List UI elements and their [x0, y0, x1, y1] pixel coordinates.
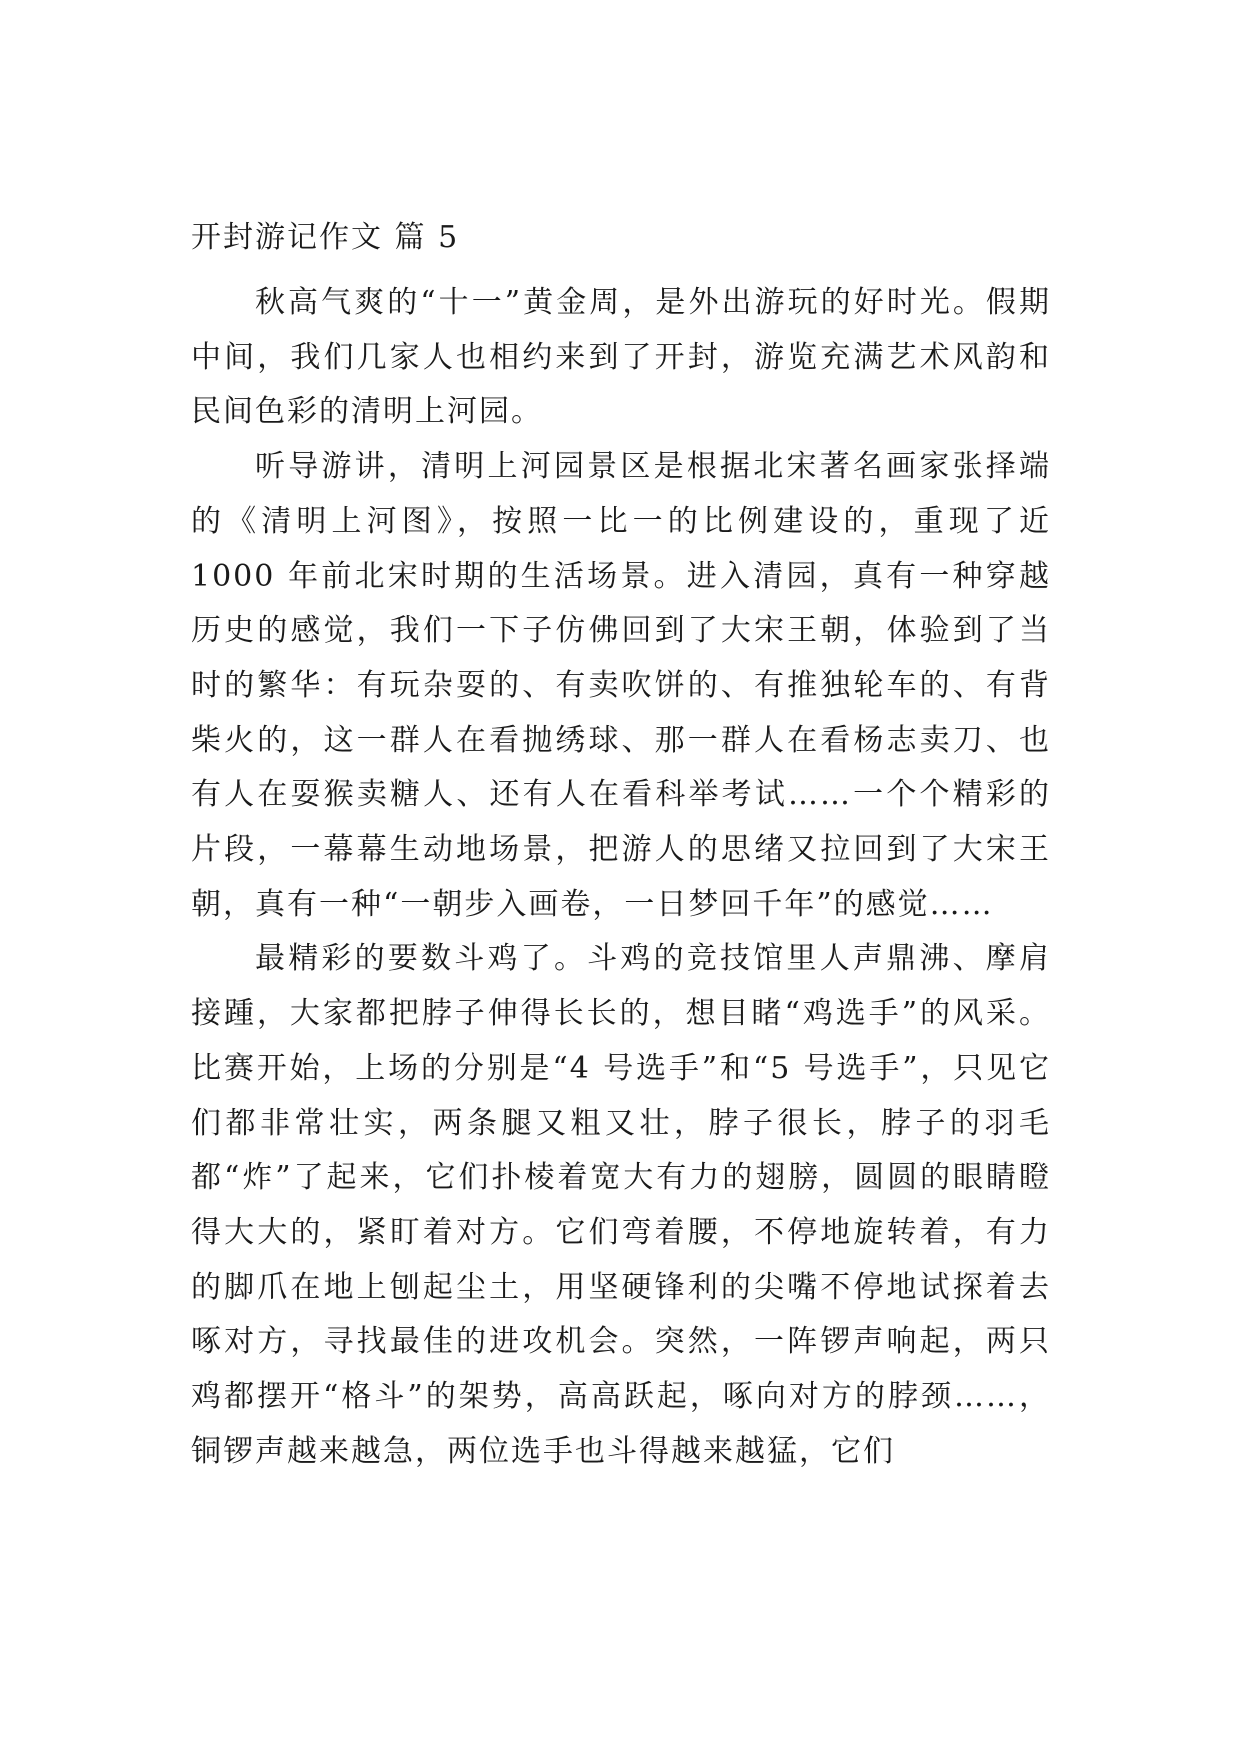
- paragraph-1: 秋高气爽的“十一”黄金周，是外出游玩的好时光。假期中间，我们几家人也相约来到了开封，游览充满艺术风韵和民间色彩的清明上河园。: [191, 285, 1051, 430]
- essay-title: 开封游记作文 篇 5: [191, 220, 460, 255]
- paragraph-3: 最精彩的要数斗鸡了。斗鸡的竞技馆里人声鼎沸、摩肩接踵，大家都把脖子伸得长长的，想目睹“鸡选手”的风采。比赛开始，上场的分别是“4 号选手”和“5 号选手”，只见它们都非常壮实，两条腿又粗又壮，脖子很长，脖子的羽毛都“炸”了起来，它们扑棱着宽大有力的翅膀，圆圆的眼睛瞪得大大的，紧盯着对方。它们弯着腰，不停地旋转着，有力的脚爪在地上刨起尘土，用坚硬锋利的尖嘴不停地试探着去啄对方，寻找最佳的进攻机会。突然，一阵锣声响起，两只鸡都摆开“格斗”的架势，高高跃起，啄向对方的脖颈……，铜锣声越来越急，两位选手也斗得越来越猛，它们: [191, 941, 1051, 1469]
- paragraph-2: 听导游讲，清明上河园景区是根据北宋著名画家张择端的《清明上河图》，按照一比一的比例建设的，重现了近 1000 年前北宋时期的生活场景。进入清园，真有一种穿越历史的感觉，我们一下子仿佛回到了大宋王朝，体验到了当时的繁华：有玩杂耍的、有卖吹饼的、有推独轮车的、有背柴火的，这一群人在看抛绣球、那一群人在看杨志卖刀、也有人在耍猴卖糖人、还有人在看科举考试……一个个精彩的片段，一幕幕生动地场景，把游人的思绪又拉回到了大宋王朝，真有一种“一朝步入画卷，一日梦回千年”的感觉……: [191, 449, 1051, 922]
- document-body: [191, 218, 1051, 1479]
